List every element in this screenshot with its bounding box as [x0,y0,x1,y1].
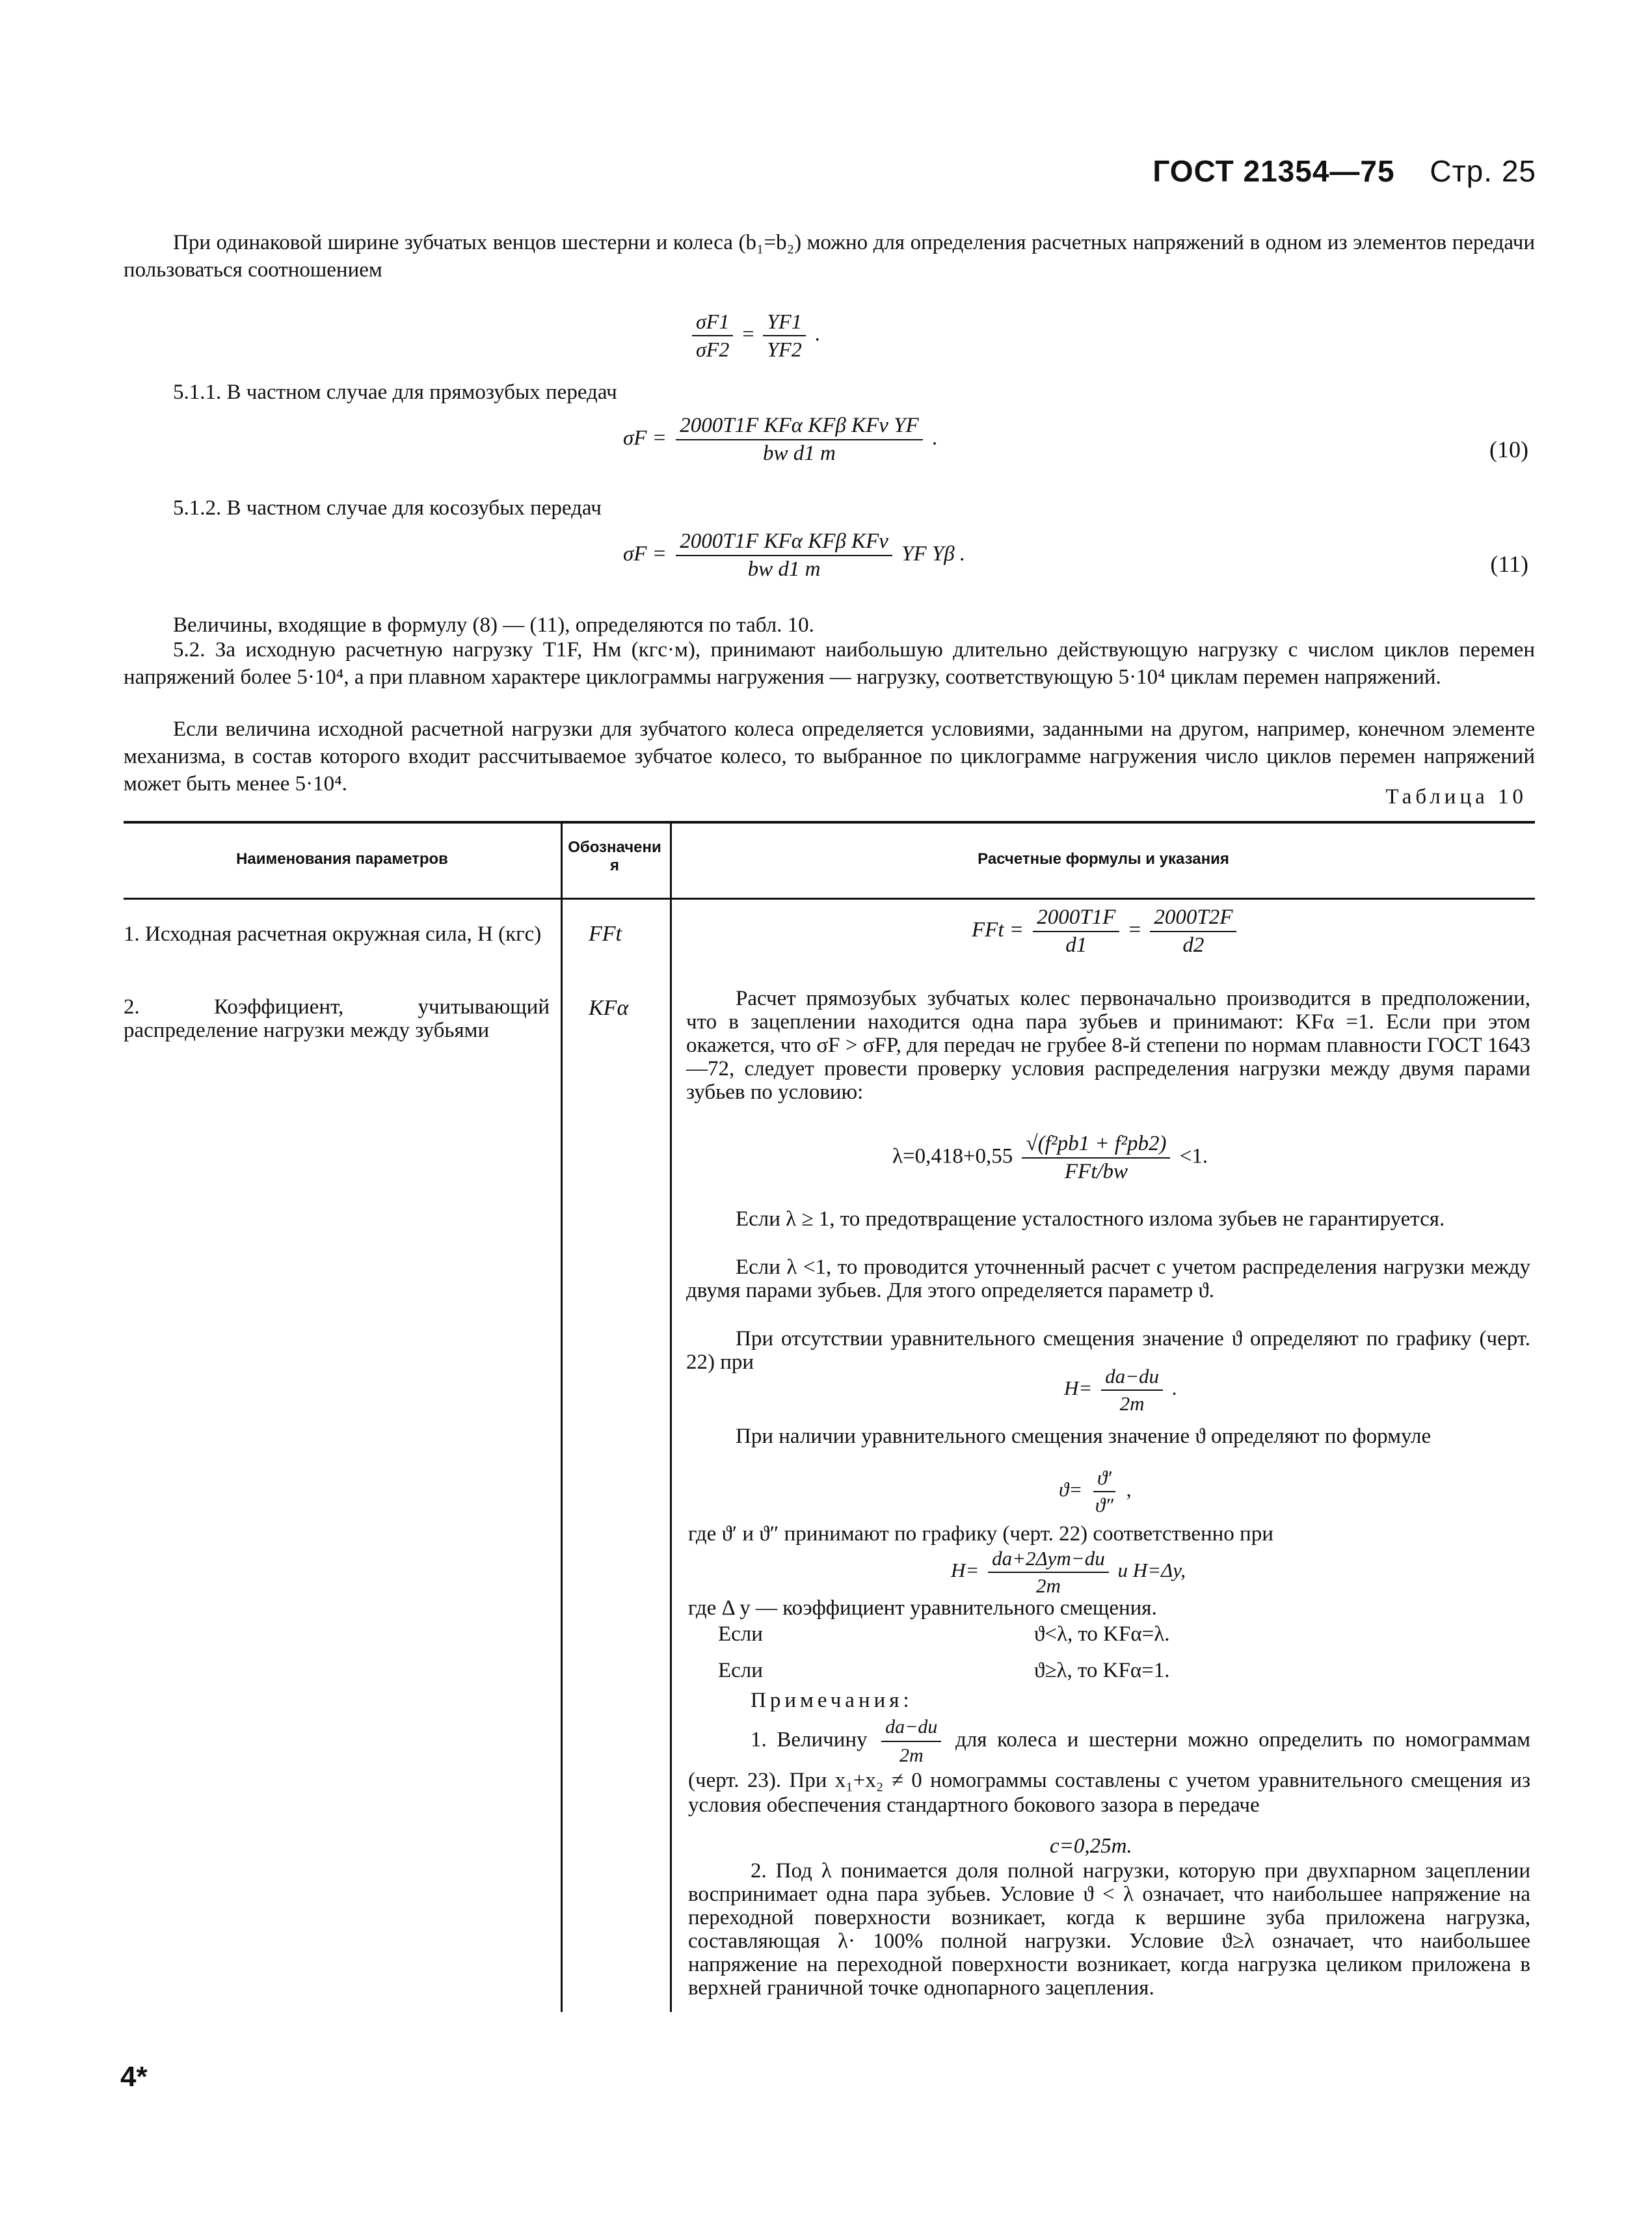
load-paragraph: Если величина исходной расчетной нагрузки для зубчатого колеса определяется условиями, заданными на другом, например, конечном элементе механизма, в состав которого входит рассчитываемое зубчатое колесо, то выбранное по циклограмме нагружения число циклов перемен напряжений может быть менее 5·10⁴. [124,718,1535,796]
h-formula-2: H= $\frac{\text{da+2Δym−du}}{2m}$ и H=Δy, [951,1547,1186,1597]
header-symbols: Обозначения [568,839,661,874]
notes-title: Примечания: [751,1689,913,1712]
header-parameter-names: Наименования параметров [236,850,448,868]
formula-11-number: (11) [1490,551,1528,577]
table-col-rule-2 [670,900,672,2012]
condition-2: ϑ≥λ, то KFα=1. [1034,1659,1170,1682]
section-5-1-2: 5.1.2. В частном случае для косозубых передач [173,496,602,520]
standard-number: ГОСТ 21354—75 [1152,154,1395,188]
row1-name: 1. Исходная расчетная окружная сила, Н (кгс) [124,922,542,946]
values-paragraph: Величины, входящие в формулу (8) — (11), определяются по табл. 10. [173,613,814,637]
page-header [1152,154,1536,189]
formula-10-number: (10) [1489,436,1528,463]
row2-name: 2. Коэффициент, учитывающий распределение нагрузки между зубьями [124,995,550,1042]
row2-text-2: Если λ ≥ 1, то предотвращение усталостного излома зубьев не гарантируется. [736,1207,1445,1231]
row2-symbol: KFα [589,996,629,1020]
table-col-rule-1 [561,900,563,2012]
condition-1: ϑ<λ, то KFα=λ. [1034,1622,1170,1646]
page-number: Стр. 25 [1430,154,1536,188]
row1-formula: FFt = $\frac{2000T1F}{d1}$ = $\frac{2000T2F}{d2}$ [972,906,1240,958]
ratio-formula: $\frac{\sigma F1}{\sigma F2}$ = $\frac{YF1}{YF2}$ . [688,310,820,362]
row1-symbol: FFt [589,922,622,946]
section-5-1-1: 5.1.1. В частном случае для прямозубых передач [173,381,617,404]
intro-paragraph: При одинаковой ширине зубчатых венцов шестерни и колеса (b₁=b₂) можно для определения расчетных напряжений в одном из элементов передачи пользоваться соотношением [124,231,1535,282]
table-title: Таблица 10 [1385,785,1527,809]
row2-text-7: где Δ y — коэффициент уравнительного смещения. [688,1596,1157,1620]
row2-text-6: где ϑ′ и ϑ″ принимают по графику (черт. 22) соответственно при [688,1522,1273,1546]
footer-mark: 4* [120,2061,148,2093]
table-col-rule-1-header [561,821,563,898]
ratio-right: $\frac{YF1}{YF2}$ [763,310,805,362]
table-top-rule [124,821,1535,824]
header-formulas: Расчетные формулы и указания [978,850,1229,868]
h-formula-1: H= $\frac{da-du}{2m}$ . [1064,1365,1177,1415]
clearance-formula: c=0,25m. [1050,1834,1132,1858]
lambda-formula: λ=0,418+0,55 $\frac{\text{√(f²pb1 + f²pb2)}}{\text{FFt/bw}}$ <1. [892,1132,1208,1183]
formula-10: σF = $\frac{\text{2000T1F KFα KFβ KFv YF}}{\text{bw d1 m}}$ . [623,414,938,465]
note-2: 2. Под λ понимается доля полной нагрузки, которую при двухпарном зацеплении воспринимает одна пара зубьев. Условие ϑ < λ означает, что наибольшее напряжение на переходной поверхности возникает, когда к вершине зуба приложена нагрузка, составляющая λ· 100% полной нагрузки. Условие ϑ≥λ означает, что наибольшее напряжение на переходной поверхности возникает, когда нагрузка целиком приложена в верхней граничной точке однопарного зацепления. [688,1859,1530,2000]
row2-text-5: При наличии уравнительного смещения значение ϑ определяют по формуле [736,1425,1432,1448]
condition-1-if: Если [718,1622,763,1646]
theta-formula: ϑ= $\frac{ϑ'}{ϑ''}$ , [1059,1466,1132,1516]
note-1: 1. Величину $\frac{da-du}{2m}$ для колеса и шестерни можно определить по номограммам (черт. 23). При x₁+x₂ ≠ 0 номограммы составлены с учетом уравнительного смещения из условия обеспечения стандартного бокового зазора в передаче [688,1716,1531,1817]
table-header-rule [124,898,1535,900]
row2-text-3: Если λ <1, то проводится уточненный расчет с учетом распределения нагрузки между двумя парами зубьев. Для этого определяется параметр ϑ. [686,1255,1530,1302]
row2-text-4: При отсутствии уравнительного смещения значение ϑ определяют по графику (черт. 22) при [686,1327,1530,1374]
section-5-2: 5.2. За исходную расчетную нагрузку T1F, Нм (кгс·м), принимают наибольшую длительно действующую нагрузку с числом циклов перемен напряжений более 5·10⁴, а при плавном характере циклограммы нагружения — нагрузку, соответствующую 5·10⁴ циклам перемен напряжений. [124,638,1535,689]
condition-2-if: Если [718,1659,763,1682]
formula-11: σF = $\frac{\text{2000T1F KFα KFβ KFv}}{\text{bw d1 m}}$ YF Yβ . [623,530,966,581]
row2-text-1: Расчет прямозубых зубчатых колес первоначально производится в предположении, что в зацеплении находится одна пара зубьев и принимают: KFα =1. Если при этом окажется, что σF > σFP, для передач не грубее 8-й степени по нормам плавности ГОСТ 1643—72, следует провести проверку условия распределения нагрузки между двумя парами зубьев по условию: [686,987,1530,1104]
ratio-left: $\frac{\sigma F1}{\sigma F2}$ [692,310,733,362]
